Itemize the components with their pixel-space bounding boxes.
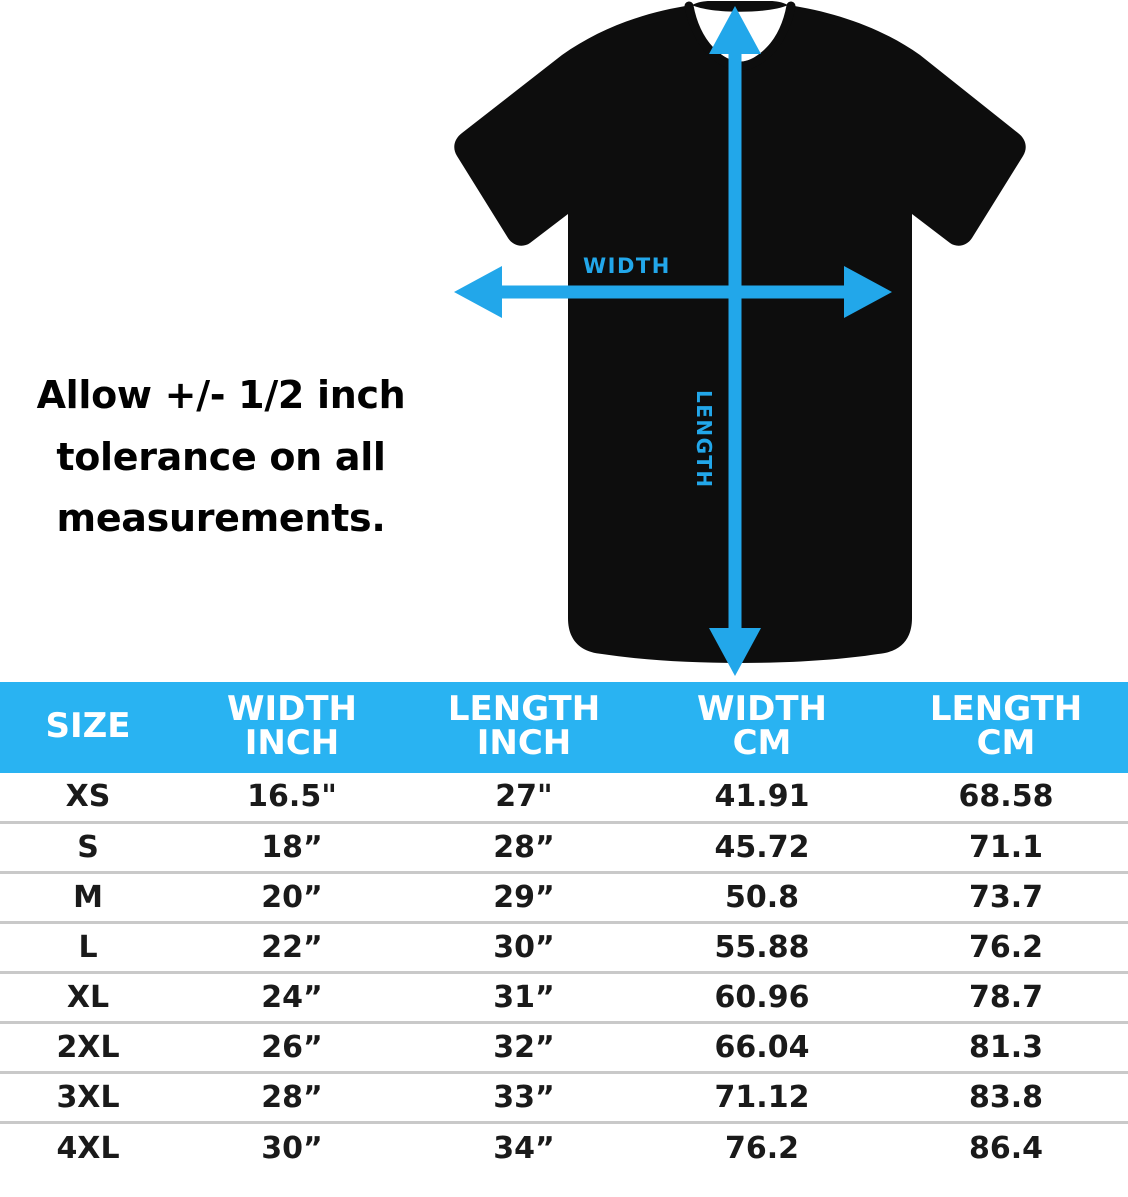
cell-width-cm: 45.72 xyxy=(640,823,884,873)
header-size-main: SIZE xyxy=(45,706,131,747)
table-row xyxy=(0,923,1128,973)
cell-size: 3XL xyxy=(0,1073,176,1123)
table-row xyxy=(0,773,1128,823)
cell-width-cm: 71.12 xyxy=(640,1073,884,1123)
header-length-inch-main: LENGTH xyxy=(447,689,601,729)
cell-width-inch: 26” xyxy=(176,1023,408,1073)
width-arrow-label: WIDTH xyxy=(583,254,671,278)
cell-width-cm: 50.8 xyxy=(640,873,884,923)
cell-size: S xyxy=(0,823,176,873)
cell-width-inch: 18” xyxy=(176,823,408,873)
cell-width-inch: 30” xyxy=(176,1123,408,1173)
header-length-inch xyxy=(408,682,640,773)
cell-size: 4XL xyxy=(0,1123,176,1173)
cell-length-inch: 34” xyxy=(408,1123,640,1173)
cell-length-cm: 73.7 xyxy=(884,873,1128,923)
cell-size: 2XL xyxy=(0,1023,176,1073)
size-chart-table xyxy=(0,682,1128,1173)
table-row xyxy=(0,1073,1128,1123)
cell-length-cm: 68.58 xyxy=(884,773,1128,823)
cell-length-inch: 30” xyxy=(408,923,640,973)
table-row xyxy=(0,1123,1128,1173)
cell-length-inch: 32” xyxy=(408,1023,640,1073)
cell-width-inch: 16.5" xyxy=(176,773,408,823)
tolerance-note: Allow +/- 1/2 inch tolerance on all measurements. xyxy=(36,373,406,541)
cell-width-cm: 41.91 xyxy=(640,773,884,823)
header-width-inch-main: WIDTH xyxy=(226,689,358,729)
measurement-arrows xyxy=(440,0,910,682)
cell-width-inch: 22” xyxy=(176,923,408,973)
header-length-cm-sub: CM xyxy=(976,723,1036,763)
cell-length-inch: 28” xyxy=(408,823,640,873)
header-width-cm-sub: CM xyxy=(732,723,792,763)
cell-length-cm: 83.8 xyxy=(884,1073,1128,1123)
header-row xyxy=(0,682,1128,773)
header-width-inch xyxy=(176,682,408,773)
cell-length-cm: 81.3 xyxy=(884,1023,1128,1073)
cell-width-cm: 55.88 xyxy=(640,923,884,973)
header-size xyxy=(0,682,176,773)
cell-width-inch: 24” xyxy=(176,973,408,1023)
header-width-inch-sub: INCH xyxy=(244,723,340,763)
header-width-cm xyxy=(640,682,884,773)
cell-length-inch: 31” xyxy=(408,973,640,1023)
table-body xyxy=(0,773,1128,1173)
cell-width-inch: 28” xyxy=(176,1073,408,1123)
table-header xyxy=(0,682,1128,773)
cell-length-cm: 78.7 xyxy=(884,973,1128,1023)
cell-length-cm: 76.2 xyxy=(884,923,1128,973)
table-row xyxy=(0,973,1128,1023)
cell-size: XS xyxy=(0,773,176,823)
table-row xyxy=(0,873,1128,923)
cell-width-cm: 76.2 xyxy=(640,1123,884,1173)
cell-length-cm: 71.1 xyxy=(884,823,1128,873)
header-length-cm xyxy=(884,682,1128,773)
header-length-inch-sub: INCH xyxy=(476,723,572,763)
cell-length-inch: 29” xyxy=(408,873,640,923)
cell-size: M xyxy=(0,873,176,923)
cell-width-cm: 66.04 xyxy=(640,1023,884,1073)
cell-width-inch: 20” xyxy=(176,873,408,923)
header-length-cm-main: LENGTH xyxy=(929,689,1083,729)
length-arrow-label: LENGTH xyxy=(692,390,716,489)
cell-size: XL xyxy=(0,973,176,1023)
header-width-cm-main: WIDTH xyxy=(696,689,828,729)
cell-length-inch: 33” xyxy=(408,1073,640,1123)
cell-size: L xyxy=(0,923,176,973)
cell-width-cm: 60.96 xyxy=(640,973,884,1023)
table-row xyxy=(0,1023,1128,1073)
cell-length-cm: 86.4 xyxy=(884,1123,1128,1173)
cell-length-inch: 27" xyxy=(408,773,640,823)
table-row xyxy=(0,823,1128,873)
